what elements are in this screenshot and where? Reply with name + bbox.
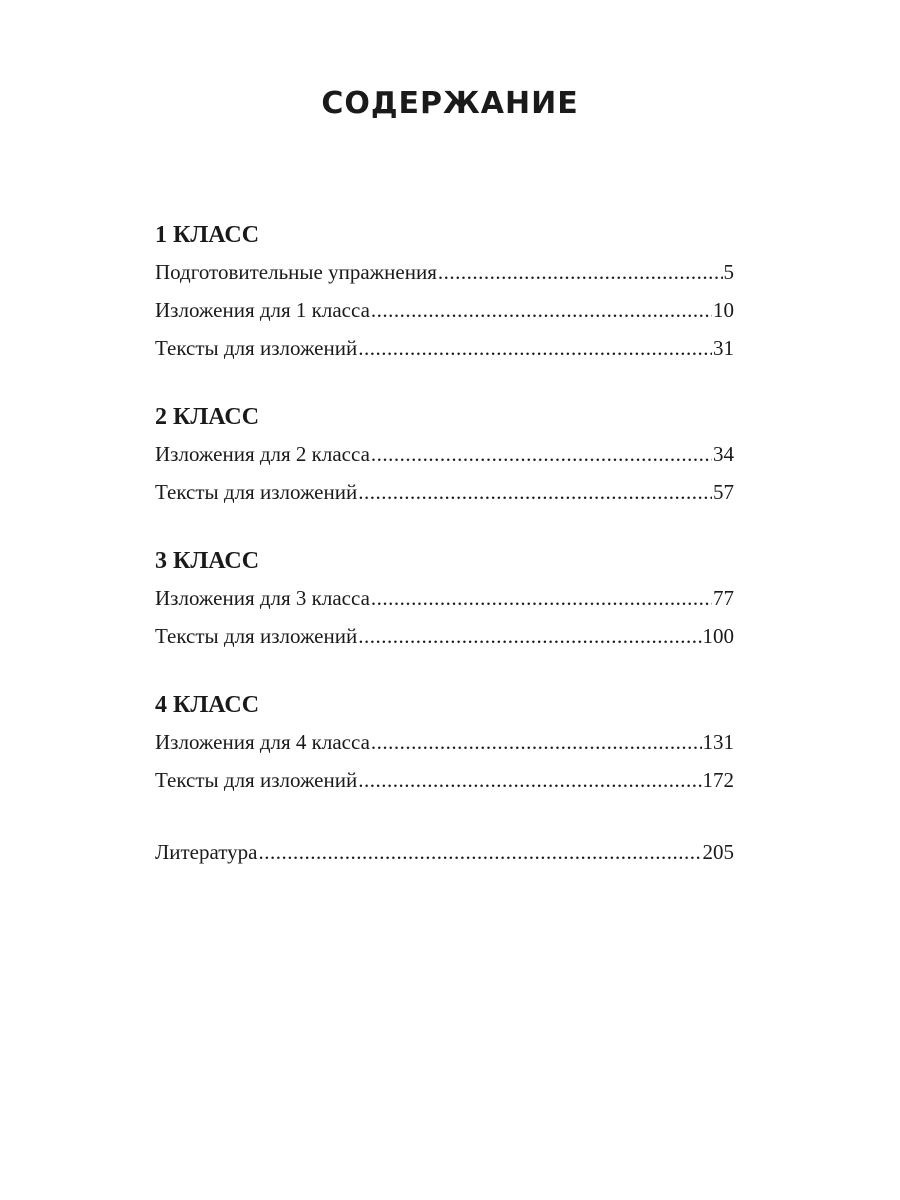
toc-entry[interactable]	[155, 473, 734, 511]
dot-leader	[358, 761, 701, 799]
toc-entry-page: 5	[723, 260, 734, 284]
toc-entry-page: 10	[713, 298, 734, 322]
dot-leader	[438, 253, 723, 291]
toc-entry-label: Тексты для изложений	[155, 624, 358, 648]
section-spacer	[155, 367, 734, 399]
toc-entry-page: 131	[702, 730, 734, 754]
section-heading: 1 КЛАСС	[155, 222, 260, 248]
toc-entry[interactable]	[155, 579, 734, 617]
section-heading: 2 КЛАСС	[155, 404, 260, 430]
toc-entry-page: 34	[713, 442, 734, 466]
dot-leader	[371, 291, 712, 329]
toc-section-grade-4	[155, 687, 734, 799]
toc-entry-page: 57	[713, 480, 734, 504]
toc-entry[interactable]	[155, 617, 734, 655]
toc-entry-label: Изложения для 1 класса	[155, 298, 370, 322]
toc-section-grade-3	[155, 543, 734, 655]
dot-leader	[371, 579, 712, 617]
toc-entry-label: Литература	[155, 840, 258, 864]
page-title: СОДЕРЖАНИЕ	[321, 86, 579, 121]
toc-entry-label: Изложения для 4 класса	[155, 730, 370, 754]
dot-leader	[358, 329, 712, 367]
dot-leader	[371, 723, 702, 761]
section-spacer	[155, 511, 734, 543]
toc-entry-page: 100	[702, 624, 734, 648]
table-of-contents	[155, 217, 734, 871]
toc-entry[interactable]	[155, 291, 734, 329]
section-heading: 3 КЛАСС	[155, 548, 260, 574]
toc-entry[interactable]	[155, 761, 734, 799]
dot-leader	[358, 473, 712, 511]
toc-entry-label: Подготовительные упражнения	[155, 260, 437, 284]
toc-entry-label: Тексты для изложений	[155, 336, 358, 360]
toc-entry[interactable]	[155, 435, 734, 473]
toc-entry-label: Тексты для изложений	[155, 480, 358, 504]
toc-entry-page: 172	[702, 768, 734, 792]
dot-leader	[358, 617, 701, 655]
dot-leader	[371, 435, 712, 473]
toc-entry-page: 31	[713, 336, 734, 360]
toc-section-literature	[155, 833, 734, 871]
toc-section-grade-2	[155, 399, 734, 511]
toc-entry-literature[interactable]	[155, 833, 734, 871]
toc-entry[interactable]	[155, 723, 734, 761]
toc-entry[interactable]	[155, 253, 734, 291]
dot-leader	[258, 833, 701, 871]
toc-entry-label: Изложения для 2 класса	[155, 442, 370, 466]
toc-entry-label: Изложения для 3 класса	[155, 586, 370, 610]
section-spacer	[155, 799, 734, 833]
toc-entry-page: 77	[713, 586, 734, 610]
toc-section-grade-1	[155, 217, 734, 367]
toc-entry-page: 205	[702, 840, 734, 864]
section-spacer	[155, 655, 734, 687]
section-heading: 4 КЛАСС	[155, 692, 260, 718]
toc-entry[interactable]	[155, 329, 734, 367]
toc-entry-label: Тексты для изложений	[155, 768, 358, 792]
